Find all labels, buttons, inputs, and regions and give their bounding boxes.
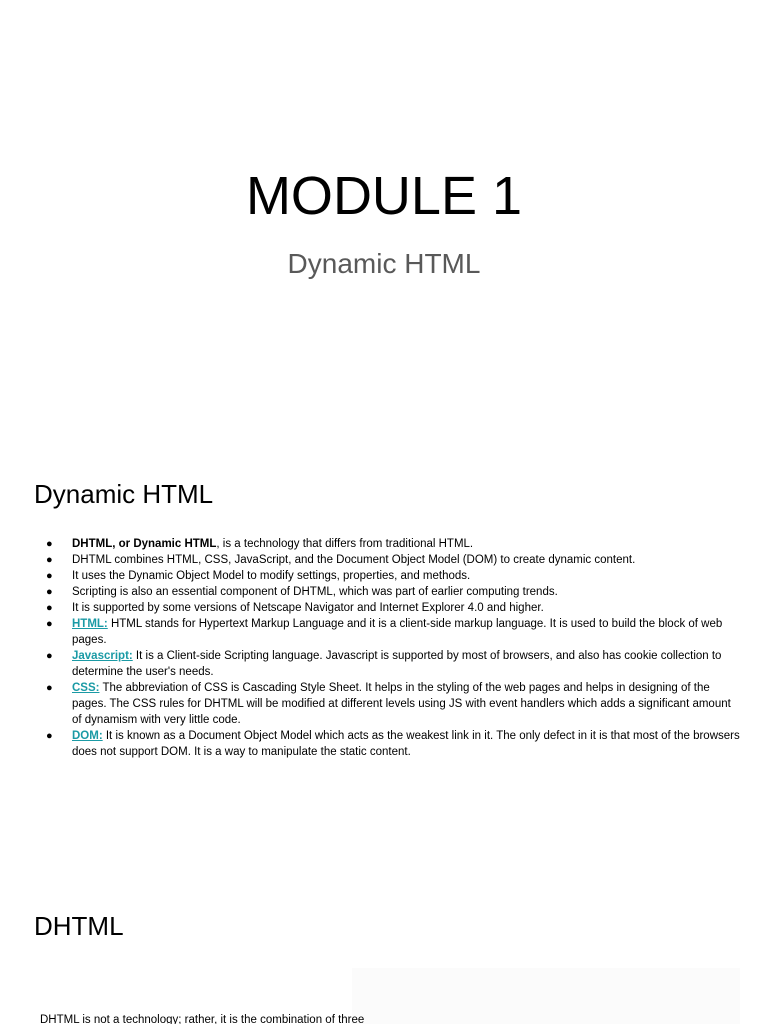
list-item	[40, 680, 740, 728]
dom-term-link[interactable]: DOM:	[72, 730, 103, 742]
bullet-icon: ●	[46, 586, 53, 598]
embedded-content-placeholder	[352, 968, 740, 1024]
list-item	[40, 728, 740, 760]
list-item	[40, 616, 740, 648]
bullet-text: , is a technology that differs from traditional HTML.	[216, 538, 474, 550]
bullet-icon: ●	[46, 554, 53, 566]
bullet-text: It is known as a Document Object Model which acts as the weakest link in it. The only defect in it is that most of the browsers does not support DOM. It is a way to manipulate the static content.	[72, 730, 740, 758]
html-term-link[interactable]: HTML:	[72, 618, 108, 630]
list-item	[40, 648, 740, 680]
bullet-text: It uses the Dynamic Object Model to modify settings, properties, and methods.	[72, 570, 471, 582]
bullet-text: It is a Client-side Scripting language. Javascript is supported by most of browsers, and also has cookie collection to determine the user's needs.	[72, 650, 722, 678]
section-heading-dynamic-html: Dynamic HTML	[34, 479, 214, 509]
bullet-icon: ●	[46, 570, 53, 582]
list-item	[40, 584, 740, 600]
bullet-text: HTML stands for Hypertext Markup Language and it is a client-side markup language. It is used to build the block of web pages.	[72, 618, 723, 646]
bullet-lead: DHTML, or Dynamic HTML	[72, 538, 217, 550]
page-title: MODULE 1	[245, 166, 523, 226]
bullet-icon: ●	[46, 538, 53, 550]
bullet-text: Scripting is also an essential component of DHTML, which was part of earlier computing trends.	[72, 586, 558, 598]
dhtml-description: DHTML is not a technology; rather, it is the combination of three	[40, 1014, 365, 1024]
css-term-link[interactable]: CSS:	[72, 682, 100, 694]
bullet-list	[40, 536, 740, 760]
section-heading-dhtml: DHTML	[34, 911, 124, 941]
bullet-icon: ●	[46, 682, 53, 694]
list-item	[40, 568, 740, 584]
bullet-icon: ●	[46, 650, 53, 662]
bullet-text: The abbreviation of CSS is Cascading Style Sheet. It helps in the styling of the web pages and helps in designing of the pages. The CSS rules for DHTML will be modified at different levels using JS with event handlers which adds a significant amount of dynamism with very little code.	[72, 682, 731, 726]
javascript-term-link[interactable]: Javascript:	[72, 650, 133, 662]
bullet-icon: ●	[46, 618, 53, 630]
bullet-icon: ●	[46, 730, 53, 742]
bullet-icon: ●	[46, 602, 53, 614]
page-subtitle: Dynamic HTML	[287, 248, 481, 279]
list-item	[40, 536, 740, 552]
list-item	[40, 600, 740, 616]
list-item	[40, 552, 740, 568]
bullet-text: It is supported by some versions of Netscape Navigator and Internet Explorer 4.0 and higher.	[72, 602, 544, 614]
bullet-text: DHTML combines HTML, CSS, JavaScript, and the Document Object Model (DOM) to create dynamic content.	[72, 554, 636, 566]
